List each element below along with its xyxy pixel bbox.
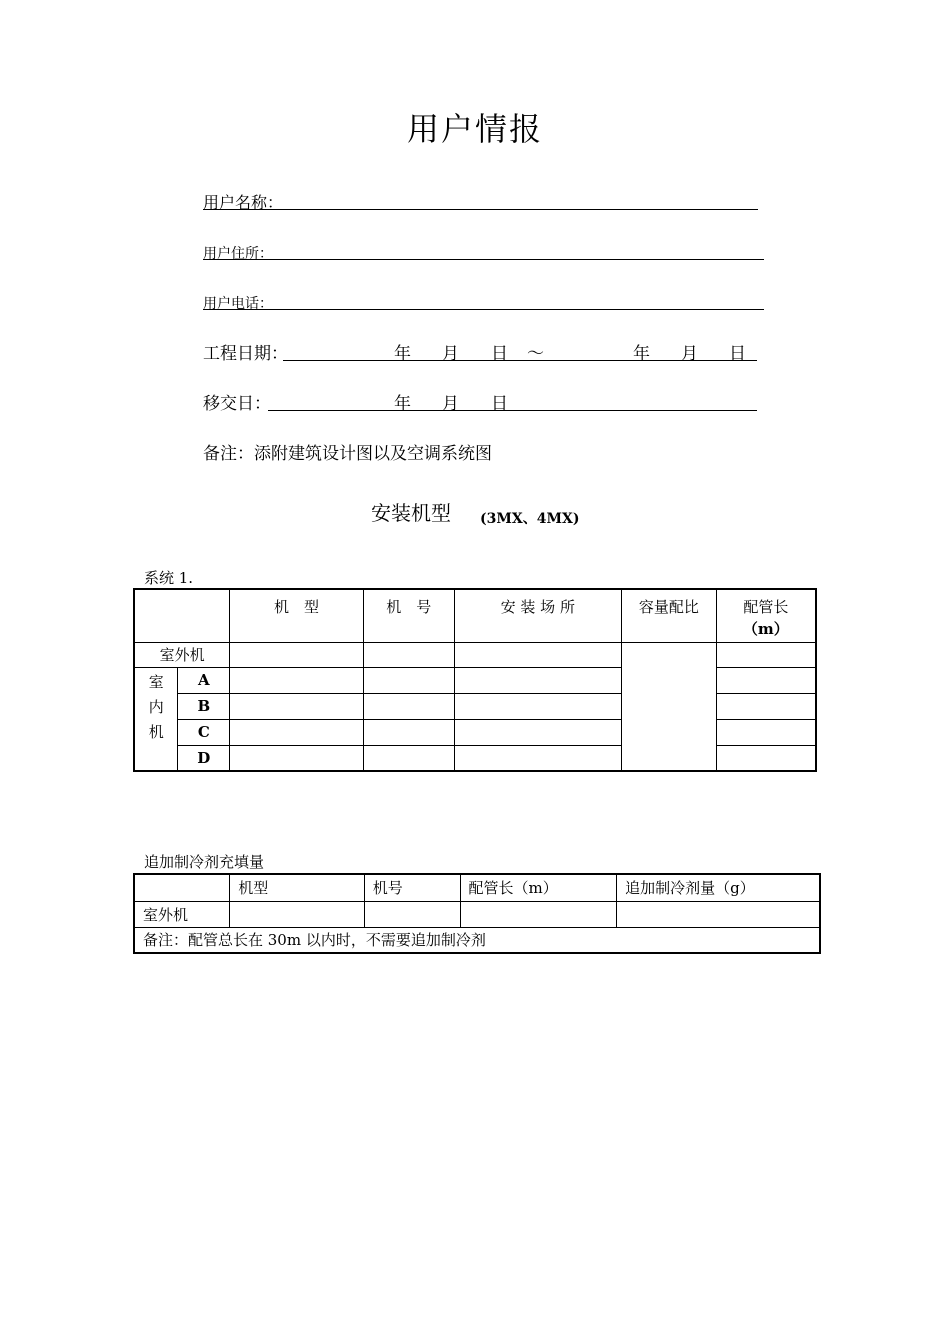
period-separator: ～ bbox=[527, 344, 544, 364]
cell-outdoor-unit-no[interactable] bbox=[363, 642, 454, 667]
cell-c-unit-no[interactable] bbox=[363, 719, 454, 745]
cell-c-model[interactable] bbox=[230, 719, 364, 745]
cell-outdoor-model[interactable] bbox=[230, 642, 364, 667]
cell-outdoor-pipe-length[interactable] bbox=[716, 642, 816, 667]
header-pipe-length bbox=[716, 589, 816, 642]
cell-a-location[interactable] bbox=[454, 667, 621, 693]
user-address-label: 用户住所： bbox=[203, 246, 273, 262]
header-model: 机 型 bbox=[230, 589, 364, 642]
period-start-year: 年 bbox=[394, 344, 411, 364]
indoor-unit-d: D bbox=[178, 745, 230, 771]
indoor-label-char-1: 室 bbox=[148, 672, 164, 691]
handover-day: 日 bbox=[491, 394, 508, 414]
cell-capacity-ratio[interactable] bbox=[622, 642, 717, 771]
cell-d-unit-no[interactable] bbox=[363, 745, 454, 771]
cell-b-pipe-length[interactable] bbox=[716, 693, 816, 719]
cell-a-unit-no[interactable] bbox=[363, 667, 454, 693]
indoor-unit-label bbox=[134, 667, 178, 771]
page-title: 用户情报 bbox=[406, 110, 543, 148]
project-period-label: 工程日期： bbox=[203, 344, 288, 364]
project-period-field[interactable] bbox=[283, 360, 757, 361]
system-table bbox=[133, 588, 817, 772]
cell-d-pipe-length[interactable] bbox=[716, 745, 816, 771]
system-header-row bbox=[134, 589, 816, 642]
cell-d-model[interactable] bbox=[230, 745, 364, 771]
user-name-field[interactable] bbox=[203, 209, 758, 210]
indoor-unit-a: A bbox=[178, 667, 230, 693]
cell-b-location[interactable] bbox=[454, 693, 621, 719]
handover-year: 年 bbox=[394, 394, 411, 414]
refrigerant-table bbox=[133, 873, 821, 954]
cell-d-location[interactable] bbox=[454, 745, 621, 771]
cell-refrigerant-amount[interactable] bbox=[617, 901, 820, 927]
install-models: (3MX、4MX) bbox=[480, 511, 580, 527]
refrigerant-row-outdoor bbox=[134, 901, 820, 927]
user-phone-field[interactable] bbox=[203, 309, 764, 310]
refrigerant-header-blank bbox=[134, 874, 230, 901]
header-pipe-length-unit: （m） bbox=[742, 620, 789, 638]
refrigerant-note: 备注：配管总长在 30m 以内时，不需要追加制冷剂 bbox=[134, 927, 820, 953]
cell-outdoor-location[interactable] bbox=[454, 642, 621, 667]
refrigerant-header-pipe-length: 配管长（m） bbox=[460, 874, 617, 901]
refrigerant-header-amount: 追加制冷剂量（g） bbox=[617, 874, 820, 901]
indoor-label-char-2: 内 bbox=[148, 697, 164, 716]
header-capacity-ratio: 容量配比 bbox=[622, 589, 717, 642]
period-start-month: 月 bbox=[442, 344, 459, 364]
cell-refrigerant-pipe-length[interactable] bbox=[460, 901, 617, 927]
outdoor-unit-label: 室外机 bbox=[134, 642, 230, 667]
refrigerant-header-unit-no: 机号 bbox=[364, 874, 460, 901]
refrigerant-header-model: 机型 bbox=[230, 874, 365, 901]
header-location: 安 装 场 所 bbox=[454, 589, 621, 642]
cell-b-model[interactable] bbox=[230, 693, 364, 719]
cell-a-model[interactable] bbox=[230, 667, 364, 693]
user-phone-label: 用户电话： bbox=[203, 296, 273, 312]
period-end-day: 日 bbox=[729, 344, 746, 364]
header-blank bbox=[134, 589, 230, 642]
refrigerant-header-row bbox=[134, 874, 820, 901]
indoor-unit-b: B bbox=[178, 693, 230, 719]
system-caption: 系统 1. bbox=[144, 569, 194, 587]
handover-date-label: 移交日： bbox=[203, 394, 271, 414]
period-end-year: 年 bbox=[633, 344, 650, 364]
cell-c-location[interactable] bbox=[454, 719, 621, 745]
user-name-label: 用户名称： bbox=[203, 193, 284, 212]
indoor-label-char-3: 机 bbox=[148, 722, 164, 741]
system-row-outdoor bbox=[134, 642, 816, 667]
cell-c-pipe-length[interactable] bbox=[716, 719, 816, 745]
remark-text: 备注：添附建筑设计图以及空调系统图 bbox=[203, 444, 492, 464]
refrigerant-caption: 追加制冷剂充填量 bbox=[144, 853, 265, 871]
handover-month: 月 bbox=[442, 394, 459, 414]
period-start-day: 日 bbox=[491, 344, 508, 364]
indoor-unit-c: C bbox=[178, 719, 230, 745]
header-unit-no: 机 号 bbox=[363, 589, 454, 642]
refrigerant-note-row bbox=[134, 927, 820, 953]
refrigerant-outdoor-label: 室外机 bbox=[134, 901, 230, 927]
header-pipe-length-label: 配管长 bbox=[743, 598, 789, 616]
cell-refrigerant-unit-no[interactable] bbox=[364, 901, 460, 927]
install-title: 安装机型 bbox=[371, 501, 451, 525]
cell-refrigerant-model[interactable] bbox=[230, 901, 365, 927]
cell-a-pipe-length[interactable] bbox=[716, 667, 816, 693]
cell-b-unit-no[interactable] bbox=[363, 693, 454, 719]
handover-date-field[interactable] bbox=[268, 410, 757, 411]
user-address-field[interactable] bbox=[203, 259, 764, 260]
period-end-month: 月 bbox=[681, 344, 698, 364]
